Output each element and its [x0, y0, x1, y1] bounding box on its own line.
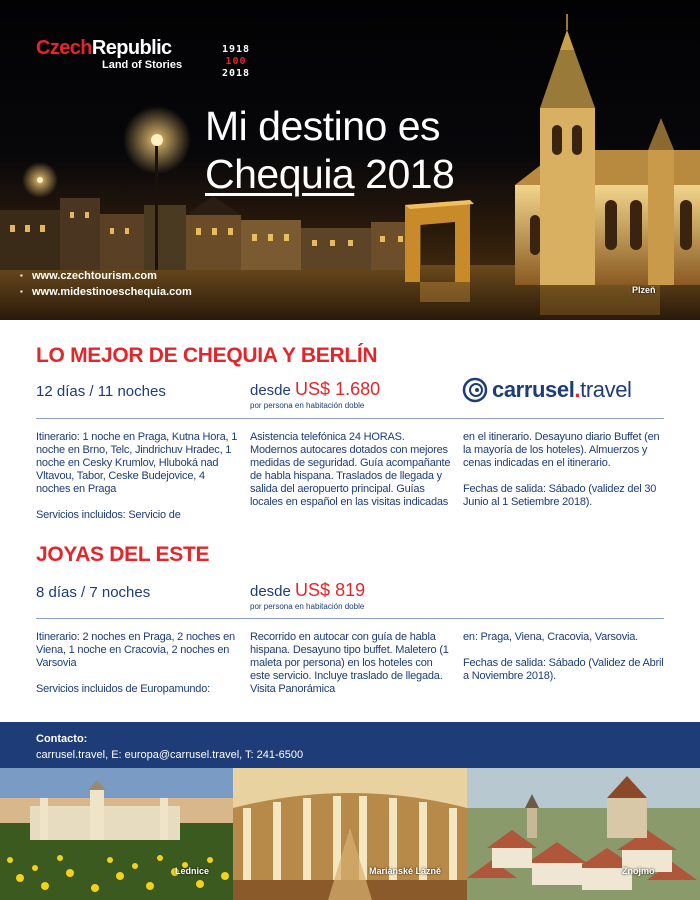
- carrusel-travel-logo[interactable]: [462, 377, 632, 403]
- centenary-years: [222, 44, 250, 80]
- price-note: por persona en habitación doble: [250, 602, 365, 611]
- brand-name: carrusel: [492, 377, 575, 402]
- offer-2-price: [250, 581, 365, 611]
- offer-1-column-3: [463, 431, 669, 522]
- year-start: 1918: [222, 44, 251, 55]
- offer-1-divider: [36, 418, 664, 419]
- brand-dot: .: [574, 377, 581, 402]
- hero-banner: [0, 0, 700, 320]
- offer-2-services-cont: en: Praga, Viena, Cracovia, Varsovia.: [463, 631, 639, 643]
- colonnade-image: [233, 768, 467, 900]
- hero-urls: [20, 268, 192, 300]
- czech-republic-logo[interactable]: [36, 38, 182, 71]
- price-prefix: desde: [250, 382, 291, 399]
- photo-marianske-lazne: [233, 768, 467, 900]
- contact-label: Contacto:: [36, 733, 88, 745]
- link-icon: ▪: [20, 271, 23, 280]
- offer-2-duration: 8 días / 7 noches: [36, 584, 151, 601]
- photo-znojmo: [467, 768, 700, 900]
- hero-headline: [205, 102, 454, 198]
- offer-2-title: JOYAS DEL ESTE: [36, 543, 210, 566]
- offer-1-duration: 12 días / 11 noches: [36, 383, 166, 400]
- lednice-castle-image: [0, 768, 233, 900]
- offer-1-departures: Fechas de salida: Sábado (validez del 30 Junio al 1 Setiembre 2018).: [463, 483, 657, 508]
- headline-year: 2018: [365, 151, 455, 197]
- offer-2-services: Recorrido en autocar con guía de habla hispana. Desayuno tipo buffet. Maletero (1 maleta por persona) en los hoteles con este servicio. Incluye traslado de llegada. Visita Panorámica: [250, 631, 449, 695]
- price-note: por persona en habitación doble: [250, 401, 365, 410]
- offer-2-column-1: [36, 631, 242, 709]
- offer-1-title: LO MEJOR DE CHEQUIA Y BERLÍN: [36, 344, 378, 367]
- contact-bar: [0, 722, 700, 768]
- photo-lednice: [0, 768, 233, 900]
- headline-country: Chequia: [205, 151, 355, 197]
- url-midestino[interactable]: www.midestinoeschequia.com: [32, 286, 192, 298]
- carrusel-swirl-icon: [462, 377, 488, 403]
- headline-line-1: Mi destino es: [205, 103, 441, 149]
- znojmo-town-image: [467, 768, 700, 900]
- offer-1-itinerary: Itinerario: 1 noche en Praga, Kutna Hora, 1 noche en Brno, Telc, Jindrichuv Hradec, 1 noche en Cesky Krumlov, Hluboká nad Vltavou, Tabor, Ceske Budejovice, 4 noches en Praga: [36, 431, 238, 495]
- brand-tld: travel: [580, 377, 632, 402]
- photo-caption: Mariánské Lázně: [369, 866, 442, 876]
- offer-2-services-intro: Servicios incluidos de Europamundo:: [36, 683, 210, 695]
- offer-1-column-2: [250, 431, 452, 522]
- url-czechtourism[interactable]: www.czechtourism.com: [32, 270, 157, 282]
- logo-tagline: Land of Stories: [102, 59, 183, 71]
- photo-caption: Lednice: [175, 866, 210, 876]
- logo-word-republic: Republic: [91, 37, 172, 59]
- year-anniversary: 100: [225, 56, 247, 67]
- price-prefix: desde: [250, 583, 291, 600]
- offer-2-departures: Fechas de salida: Sábado (Validez de Abril a Noviembre 2018).: [463, 657, 664, 682]
- link-icon: ▪: [20, 287, 23, 296]
- price-amount: US$ 1.680: [295, 379, 381, 399]
- headline-line-2: [205, 150, 454, 198]
- logo-word-czech: Czech: [36, 37, 92, 59]
- photo-strip: [0, 768, 700, 900]
- offer-1-services-intro: Servicios incluidos: Servicio de: [36, 509, 181, 521]
- offer-1-column-1: [36, 431, 242, 535]
- offer-2-itinerary: Itinerario: 2 noches en Praga, 2 noches en Viena, 1 noche en Cracovia, 2 noches en Varsovia: [36, 631, 235, 669]
- offer-1-price: [250, 380, 380, 410]
- year-end: 2018: [222, 68, 251, 79]
- price-amount: US$ 819: [295, 580, 366, 600]
- photo-caption: Znojmo: [622, 866, 655, 876]
- offer-2-column-3: [463, 631, 669, 696]
- offer-1-services: Asistencia telefónica 24 HORAS. Modernos autocares dotados con mejores medidas de seguridad. Guía acompañante de habla hispana. Traslados de llegada y salida del aeropuerto principal. Guías locales en español en las visitas indicadas: [250, 431, 451, 508]
- offer-1-services-cont: en el itinerario. Desayuno diario Buffet (en la mayoría de los hoteles). Almuerzos y cenas indicadas en el itinerario.: [463, 431, 660, 469]
- offer-2-column-2: [250, 631, 452, 709]
- offer-2-divider: [36, 618, 664, 619]
- contact-details[interactable]: carrusel.travel, E: europa@carrusel.travel, T: 241-6500: [36, 749, 304, 761]
- hero-photo-caption: Plzeň: [632, 285, 656, 295]
